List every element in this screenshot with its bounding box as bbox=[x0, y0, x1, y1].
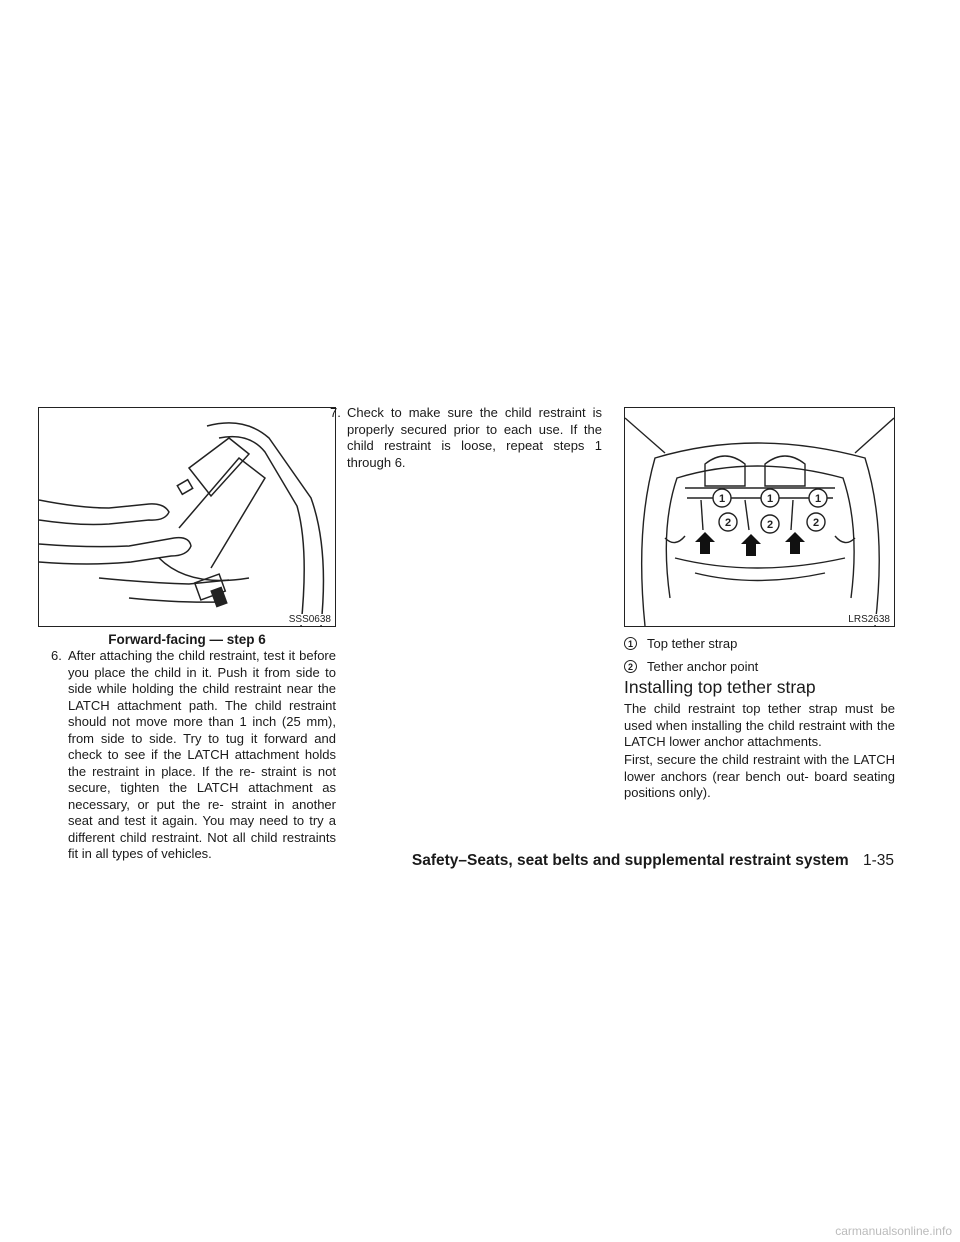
callout-badge: 1 bbox=[624, 637, 637, 650]
step-number: 7. bbox=[330, 405, 341, 420]
cargo-area-drawing bbox=[625, 408, 894, 626]
page-number: 1-35 bbox=[862, 852, 894, 869]
callout-badge: 2 bbox=[624, 660, 637, 673]
callout-top-tether-1: 1 bbox=[718, 493, 726, 505]
legend-label: Top tether strap bbox=[647, 636, 738, 651]
step-6 bbox=[51, 648, 336, 863]
paragraph: The child restraint top tether strap must be used when installing the child restraint with the LATCH lower anchor attachments. bbox=[624, 701, 895, 749]
callout-top-tether-3: 1 bbox=[814, 493, 822, 505]
page-footer bbox=[412, 852, 894, 870]
callout-anchor-2: 2 bbox=[766, 519, 774, 531]
step-text: Check to make sure the child restraint is properly secured prior to each use. If the child restraint is loose, repeat steps 1 through 6. bbox=[347, 405, 602, 470]
step-number: 6. bbox=[51, 648, 62, 663]
figure-caption: Forward-facing — step 6 bbox=[108, 632, 266, 647]
anchor-arrows bbox=[695, 532, 805, 556]
child-restraint-drawing bbox=[39, 408, 335, 626]
legend-item-top-tether bbox=[624, 636, 737, 651]
figure-code: SSS0638 bbox=[288, 614, 331, 625]
legend-item-anchor bbox=[624, 659, 758, 674]
figure-code: LRS2638 bbox=[848, 614, 890, 625]
paragraph: First, secure the child restraint with the LATCH lower anchors (rear bench out- board seating positions only). bbox=[624, 752, 895, 800]
footer-section-title: Safety–Seats, seat belts and supplemental restraint system bbox=[411, 852, 849, 869]
tether-anchor-illustration bbox=[624, 407, 895, 627]
section-heading: Installing top tether strap bbox=[624, 677, 816, 697]
callout-anchor-3: 2 bbox=[812, 517, 820, 529]
forward-facing-illustration bbox=[38, 407, 336, 627]
step-text: After attaching the child restraint, test it before you place the child in it. Push it from side to side while holding the child restraint near the LATCH attachment path. The child restraint should not move more than 1 inch (25 mm), from side to side. Try to tug it forward and check to see if the LATCH attachment holds the restraint in place. If the re- straint is not secure, tighten the LATCH attachment as necessary, or put the re- straint in another seat and test it again. You may need to try a different child restraint. Not all child restraints fit in all types of vehicles. bbox=[68, 648, 336, 861]
callout-anchor-1: 2 bbox=[724, 517, 732, 529]
legend-label: Tether anchor point bbox=[647, 659, 759, 674]
watermark: carmanualsonline.info bbox=[835, 1224, 952, 1238]
step-7 bbox=[330, 405, 602, 471]
callout-top-tether-2: 1 bbox=[766, 493, 774, 505]
